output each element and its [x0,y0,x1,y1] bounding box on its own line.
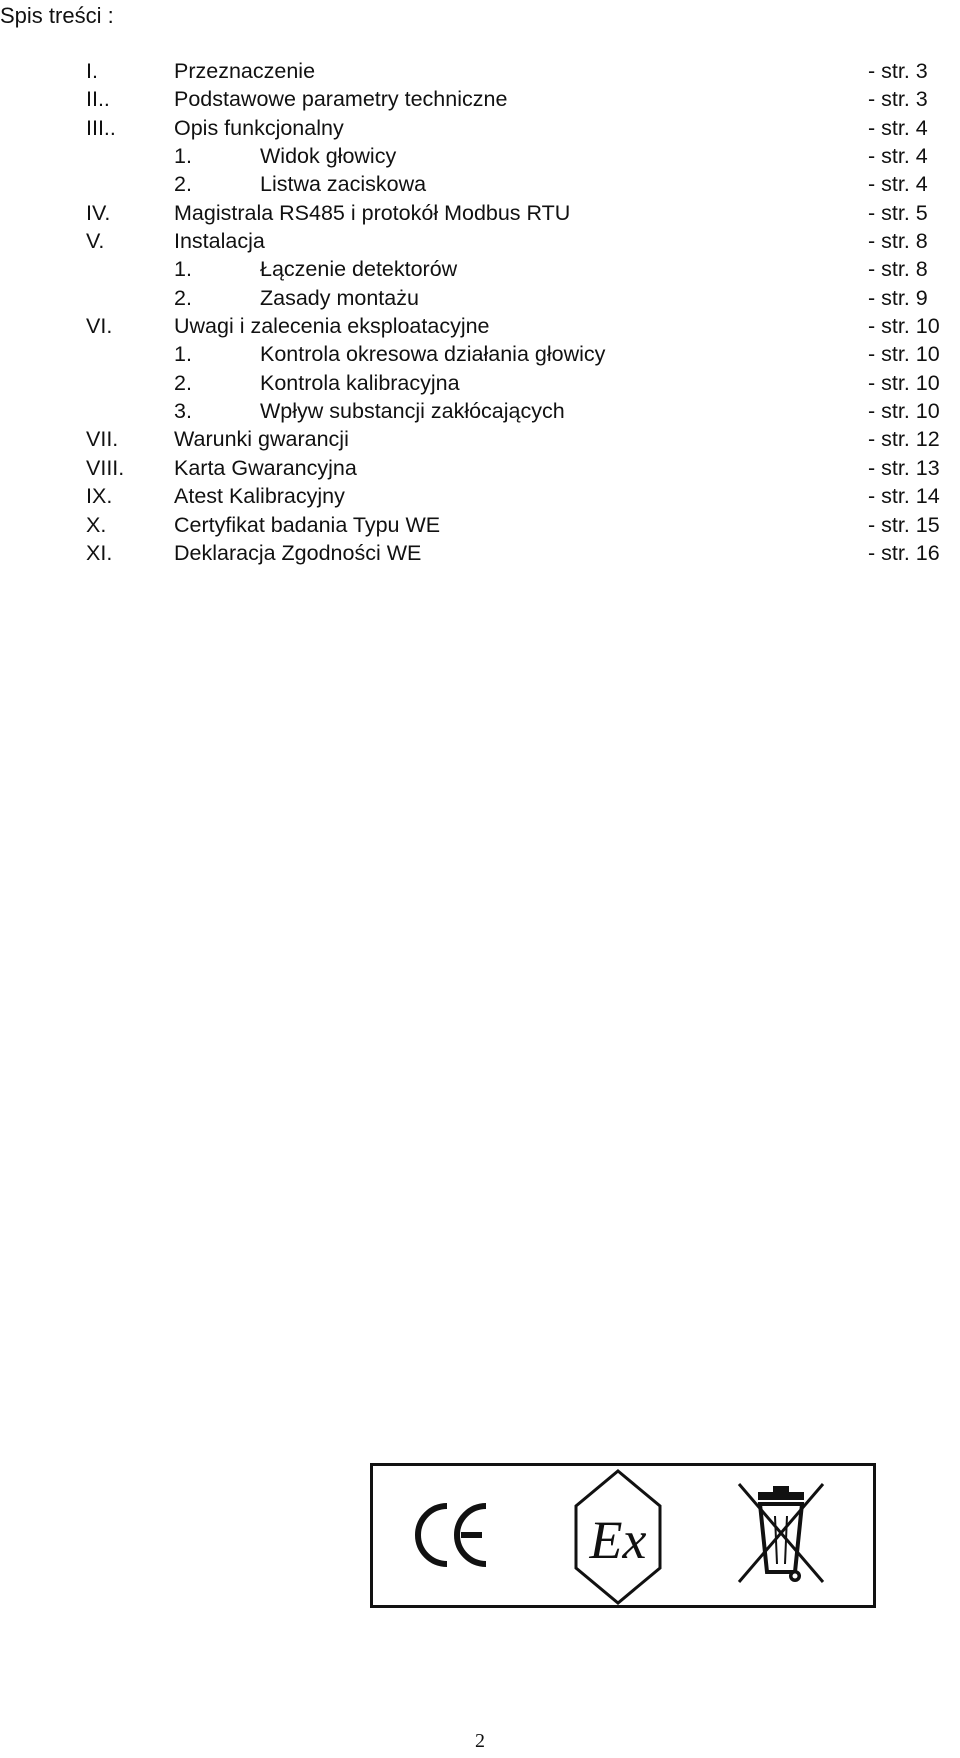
page-number: 2 [475,1730,485,1752]
toc-entry [0,227,960,255]
toc-numeral: VI. [86,314,113,339]
toc-entry [0,425,960,453]
toc-numeral: 1. [174,342,192,367]
toc-subentry [0,397,960,425]
certification-marks-box [370,1463,876,1608]
toc-page-ref: - str. 10 [868,370,940,395]
toc-page-ref: - str. 8 [868,257,928,282]
toc-page-ref: - str. 4 [868,144,928,169]
toc-page-ref: - str. 3 [868,87,928,112]
toc-label: Przeznaczenie [174,59,316,83]
toc-numeral: 2. [174,172,192,197]
toc-label: Certyfikat badania Typu WE [174,512,441,537]
toc-entry [0,482,960,510]
toc-numeral: IV. [86,200,111,225]
toc-page-ref: - str. 12 [868,427,940,452]
toc-label: Kontrola kalibracyjna [260,370,460,395]
toc-page-ref: - str. 3 [868,59,928,83]
toc-label: Uwagi i zalecenia eksploatacyjne [174,314,490,339]
toc-subentry [0,284,960,312]
toc-label: Warunki gwarancji [174,427,349,452]
toc-label: Karta Gwarancyjna [174,455,357,480]
toc-label: Deklaracja Zgodności WE [174,540,422,565]
toc-numeral: 3. [174,399,192,424]
toc-numeral: VIII. [86,455,125,480]
toc-subentry [0,142,960,170]
toc-entry [0,57,960,85]
toc-subentry [0,255,960,283]
toc-page-ref: - str. 5 [868,200,928,225]
toc-page-ref: - str. 15 [868,512,940,537]
toc-label: Widok głowicy [260,144,397,169]
toc-entry [0,539,960,567]
toc-label: Wpływ substancji zakłócających [260,399,565,424]
toc-label: Podstawowe parametry techniczne [174,87,508,112]
toc-page-ref: - str. 13 [868,455,940,480]
toc-entry [0,85,960,113]
toc-page-ref: - str. 4 [868,115,928,140]
toc-label: Łączenie detektorów [260,257,458,282]
toc-label: Zasady montażu [260,285,419,310]
toc-page-ref: - str. 9 [868,285,928,310]
toc-page-ref: - str. 10 [868,342,940,367]
toc-entry [0,312,960,340]
toc-entry [0,454,960,482]
toc-numeral: V. [86,229,105,254]
toc-label: Atest Kalibracyjny [174,484,345,509]
toc-numeral: 2. [174,370,192,395]
toc-numeral: 1. [174,144,192,169]
toc-label: Kontrola okresowa działania głowicy [260,342,606,367]
ex-mark-text: Ex [589,1510,647,1570]
toc-page-ref: - str. 14 [868,484,940,509]
toc-entry [0,114,960,142]
toc-subentry [0,340,960,368]
toc-numeral: IX. [86,484,113,509]
toc-numeral: XI. [86,540,113,565]
toc-label: Opis funkcjonalny [174,115,344,140]
page-title: Spis treści : [0,3,114,28]
table-of-contents [0,57,960,567]
toc-subentry [0,369,960,397]
toc-page-ref: - str. 10 [868,314,940,339]
ex-atex-icon [548,1468,688,1606]
toc-label: Listwa zaciskowa [260,172,427,197]
toc-numeral: VII. [86,427,119,452]
toc-page-ref: - str. 10 [868,399,940,424]
toc-entry [0,199,960,227]
toc-numeral: 1. [174,257,192,282]
toc-numeral: 2. [174,285,192,310]
weee-crossed-bin-icon [731,1474,831,1604]
toc-numeral: II.. [86,87,110,112]
toc-entry [0,511,960,539]
toc-numeral: X. [86,512,107,537]
toc-subentry [0,170,960,198]
toc-label: Magistrala RS485 i protokół Modbus RTU [174,200,571,225]
toc-page-ref: - str. 4 [868,172,928,197]
toc-page-ref: - str. 16 [868,540,940,565]
toc-numeral: I. [86,59,98,83]
ce-mark-icon [411,1496,491,1576]
toc-label: Instalacja [174,229,265,254]
toc-page-ref: - str. 8 [868,229,928,254]
toc-numeral: III.. [86,115,116,140]
